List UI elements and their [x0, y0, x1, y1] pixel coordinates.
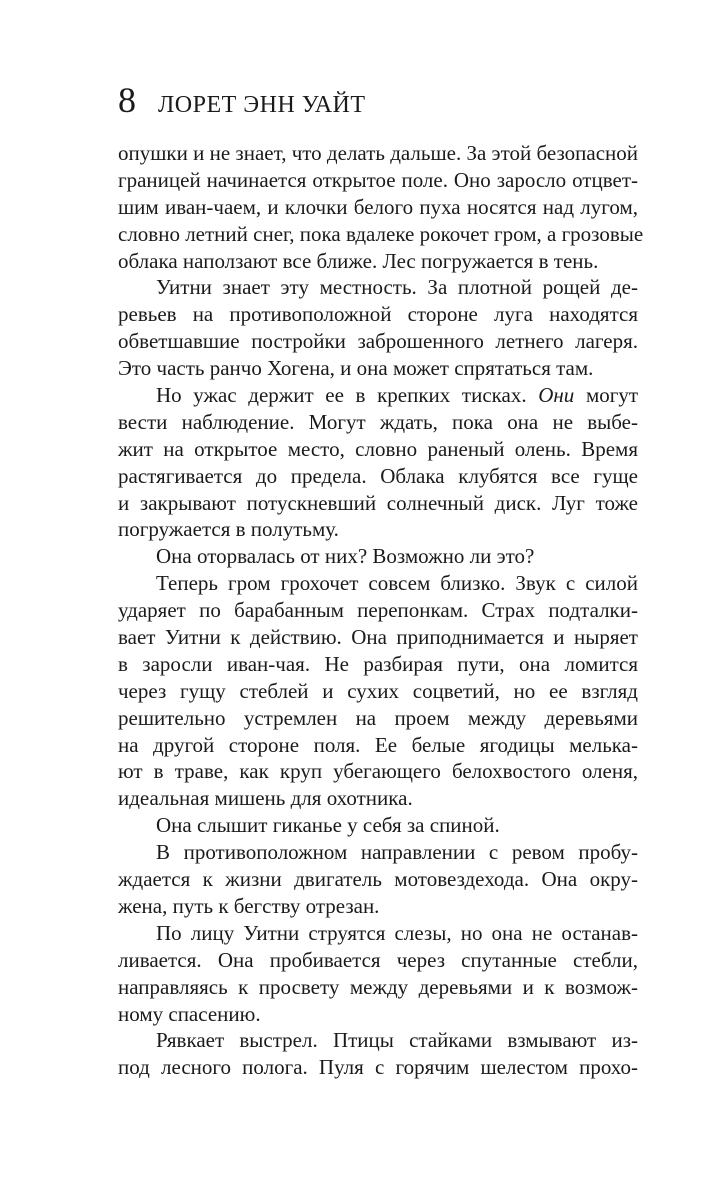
text-line: вести наблюдение. Могут ждать, пока она не выбе-	[118, 409, 638, 434]
text-line: Уитни знает эту местность. За плотной рощей де-	[156, 275, 638, 300]
text-line: шим иван-чаем, и клочки белого пуха носятся над лугом,	[118, 194, 638, 219]
text-line: Она слышит гиканье у себя за спиной.	[156, 813, 500, 838]
text-line-mixed	[118, 382, 638, 409]
text-line: Теперь гром грохочет совсем близко. Звук с силой	[156, 571, 638, 596]
text-line: Это часть ранчо Хогена, и она может спрятаться там.	[118, 356, 594, 381]
text-line: под лесного полога. Пуля с горячим шелестом прохо-	[118, 1055, 638, 1080]
text-line: ливается. Она пробивается через спутанные стебли,	[118, 947, 638, 972]
text-line: опушки и не знает, что делать дальше. За этой безопасной	[118, 141, 638, 165]
text-line: через гущу стеблей и сухих соцветий, но ее взгляд	[118, 678, 638, 703]
text-line: По лицу Уитни струятся слезы, но она не останав-	[156, 920, 638, 945]
text-line: границей начинается открытое поле. Оно заросло отцвет-	[118, 167, 638, 192]
text-line: Рявкает выстрел. Птицы стайками взмывают из-	[156, 1028, 638, 1053]
text-line: решительно устремлен на проем между деревьями	[118, 705, 638, 730]
text-line: В противоположном направлении с ревом пробу-	[156, 840, 638, 865]
text-line: направляясь к просвету между деревьями и к возмож-	[118, 974, 638, 999]
text-line: ют в траве, как круп убегающего белохвостого оленя,	[118, 759, 638, 784]
text-run: могут	[585, 383, 639, 408]
running-head-author: ЛОРЕТ ЭНН УАЙТ	[158, 92, 366, 118]
text-line: Она оторвалась от них? Возможно ли это?	[156, 544, 535, 569]
text-run: Но ужас держит ее в крепких тисках.	[156, 383, 527, 408]
text-line: в заросли иван-чая. Не разбирая пути, она ломится	[118, 651, 638, 676]
text-line: облака наползают все ближе. Лес погружается в тень.	[118, 248, 599, 273]
text-line: словно летний снег, пока вдалеке рокочет гром, а грозовые	[118, 221, 644, 246]
emphasis-text: Они	[538, 383, 575, 408]
text-line: на другой стороне поля. Ее белые ягодицы мелька-	[118, 732, 638, 757]
text-line: погружается в полутьму.	[118, 517, 339, 542]
text-line: обветшавшие постройки заброшенного летнего лагеря.	[118, 329, 638, 354]
text-line: ному спасению.	[118, 1001, 261, 1026]
text-line: ревьев на противоположной стороне луга находятся	[118, 302, 638, 327]
text-line: идеальная мишень для охотника.	[118, 786, 413, 811]
text-line: ударяет по барабанным перепонкам. Страх подталки-	[118, 598, 638, 623]
text-line: растягивается до предела. Облака клубятся все гуще	[118, 463, 638, 488]
text-line: вает Уитни к действию. Она приподнимается и ныряет	[118, 625, 638, 650]
text-line: ждается к жизни двигатель мотовездехода. Она окру-	[118, 867, 638, 892]
text-line: жена, путь к бегству отрезан.	[118, 893, 380, 918]
page-number: 8	[118, 80, 136, 120]
body-text	[118, 140, 644, 1081]
running-header	[118, 82, 366, 126]
text-line: жит на открытое место, словно раненый олень. Время	[118, 436, 638, 461]
text-line: и закрывают потускневший солнечный диск. Луг тоже	[118, 490, 638, 515]
